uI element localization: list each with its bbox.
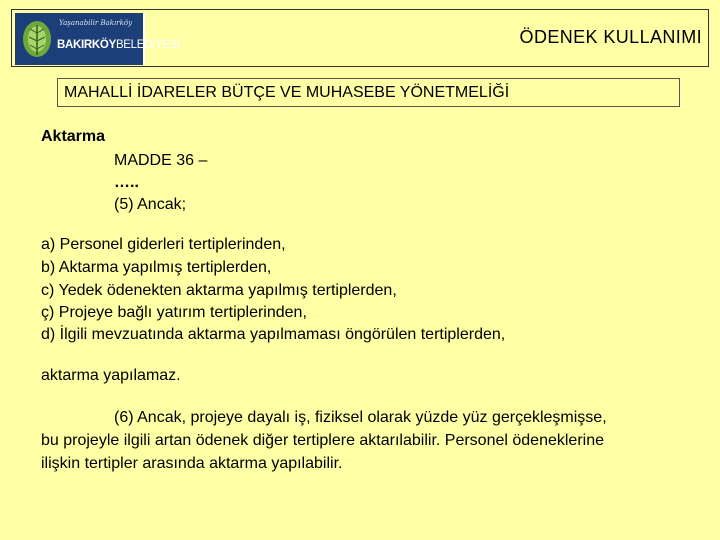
conclusion-text: aktarma yapılamaz. — [41, 367, 181, 384]
logo-name-part1: BAKIRKÖY — [57, 39, 116, 51]
list-item: c) Yedek ödenekten aktarma yapılmış tertiplerden, — [41, 282, 397, 299]
list-item: d) İlgili mevzuatında aktarma yapılmaması öngörülen tertiplerden, — [41, 326, 506, 343]
clause-6-line: bu projeyle ilgili artan ödenek diğer tertiplere aktarılabilir. Personel ödeneklerine — [41, 432, 604, 449]
logo-name-part2: BELEDİYESİ — [115, 39, 181, 51]
logo-tagline: Yaşanabilir Bakırköy — [59, 19, 133, 27]
logo-wordmark — [57, 39, 180, 51]
header-box — [11, 9, 709, 67]
leaf-emblem-icon — [19, 19, 55, 59]
list-item: a) Personel giderleri tertiplerinden, — [41, 236, 286, 253]
page-title: ÖDENEK KULLANIMI — [519, 27, 702, 47]
regulation-title-box: MAHALLİ İDARELER BÜTÇE VE MUHASEBE YÖNETMELİĞİ — [57, 78, 680, 107]
clause-6-line: (6) Ancak, projeye dayalı iş, fiziksel olarak yüzde yüz gerçekleşmişse, — [114, 409, 607, 426]
municipality-logo — [15, 13, 181, 65]
article-heading: Aktarma — [41, 128, 106, 145]
article-number: MADDE 36 – — [114, 152, 208, 169]
list-item: b) Aktarma yapılmış tertiplerden, — [41, 259, 272, 276]
clause-5-intro: (5) Ancak; — [114, 196, 187, 213]
clause-6-line: ilişkin tertipler arasında aktarma yapılabilir. — [41, 455, 343, 472]
list-item: ç) Projeye bağlı yatırım tertiplerinden, — [41, 304, 307, 321]
article-ellipsis: ….. — [114, 174, 139, 191]
